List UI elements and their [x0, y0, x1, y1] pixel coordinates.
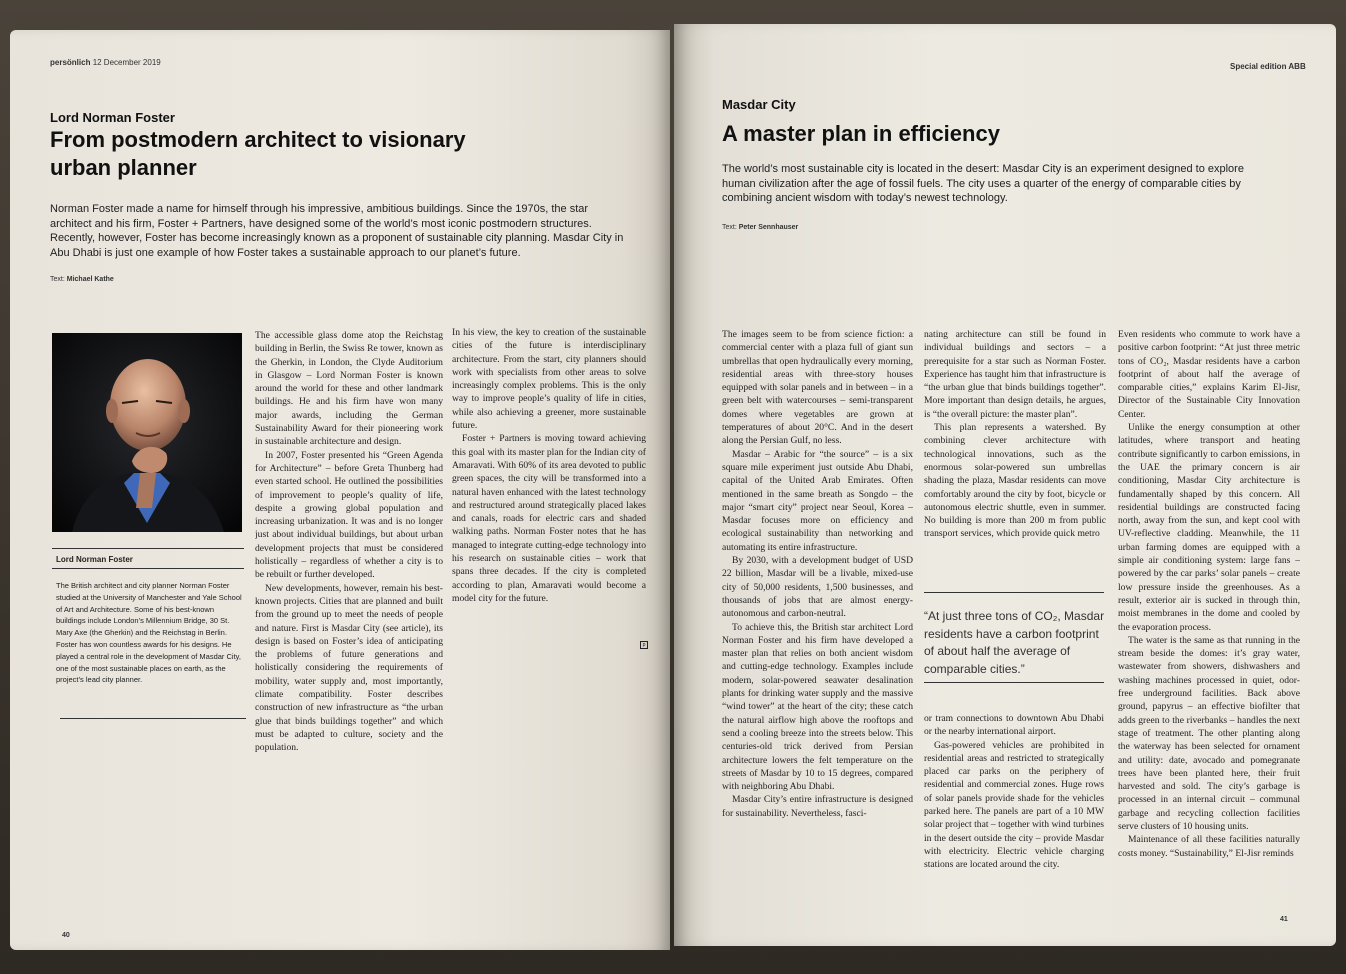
paragraph: New developments, however, remain his best-known projects. Cities that are planned and built from the ground up to meet the needs of people and nature. First is Masdar City (see article), its design is based on Foster’s idea of anticipating the problems of future generations and holistically considering the requirements of mobility, water supply and, most importantly, climate compatibility. Foster describes construction of new infrastructure as “the urban glue that binds buildings together” and which must be adapted to culture, society and the population. [255, 582, 443, 754]
running-head-right: Special edition ABB [1230, 62, 1306, 71]
paragraph: Masdar – Arabic for “the source” – is a six square mile experiment just outside Abu Dhabi, capital of the United Arab Emirates. Often mentioned in the same breath as Songdo – the major “smart city” project near Seoul, Korea – Masdar focuses more on efficiency and ecological sustainability than networking and automating its entire infrastructure. [722, 448, 913, 553]
paragraph: To achieve this, the British star architect Lord Norman Foster and his firm have developed a master plan that relies on both ancient wisdom and cutting-edge technology. Examples include modern, solar-powered seawater desalination plants for drinking water supply and the massive “wind tower” at the heart of the city; these catch the natural airflow high above the rooftops and send a cooling breeze into the streets below. This centuries-old trick derived from Persian architecture lowers the felt temperature on the streets of Masdar by 10 to 15 degrees, compared with neighboring Abu Dhabi. [722, 621, 913, 793]
caption-title: Lord Norman Foster [56, 555, 133, 564]
paragraph: Maintenance of all these facilities naturally costs money. “Sustainability,” El-Jisr reminds [1118, 834, 1300, 859]
paragraph: The accessible glass dome atop the Reichstag building in Berlin, the Swiss Re tower, known as the Gherkin, in London, the Clyde Auditorium in Glasgow – Lord Norman Foster is known around the world for these and other landmark buildings. He and his firm have won many major awards, including the German Sustainability Award for their pioneering work in sustainable architecture and design. [255, 330, 443, 448]
kicker-left: Lord Norman Foster [50, 110, 175, 125]
headline-right: A master plan in efficiency [722, 121, 1000, 146]
right-column-2-top [924, 328, 1106, 576]
caption-rule-mid [52, 568, 244, 569]
lead-right: The world’s most sustainable city is located in the desert: Masdar City is an experiment designed to explore human civilization after the age of fossil fuels. The city uses a quarter of the energy of comparable cities by combining ancient wisdom with today’s newest technology. [722, 163, 1244, 204]
caption-rule-bottom [60, 718, 246, 719]
kicker-right: Masdar City [722, 97, 796, 112]
paragraph: By 2030, with a development budget of USD 22 billion, Masdar will be a livable, mixed-use city of 50,000 residents, 1,500 businesses, and thousands of jobs that are almost energy-autonomous and carbon-neutral. [722, 555, 913, 620]
byline-author: Michael Kathe [66, 276, 114, 283]
photo-caption: The British architect and city planner Norman Foster studied at the University of Manchester and Yale School of Art and Architecture. Some of his best-known buildings include London’s Millennium Bridge, 30 St. Mary Axe (the Gherkin) and the Reichstag in Berlin. Foster has won countless awards for his designs. He played a central role in the development of Masdar City, one of the most sustainable places on earth, as the project’s lead city planner. [56, 581, 242, 685]
paragraph: Unlike the energy consumption at other latitudes, where transport and heating contribute significantly to carbon emissions, in the UAE the primary concern is air conditioning, Masdar City architecture is fundamentally shaped by this concern. All residential buildings are constructed facing north, away from the sun, and kept cool with UV-reflective cladding. Meanwhile, the 11 urban farming domes are equipped with a simple air conditioning system: large fans – powered by the car parks’ solar panels – create low pressure inside the greenhouses. As a result, exterior air is sucked in through thin, moist membranes in the dome and cooled by the evaporation process. [1118, 422, 1300, 633]
paragraph: Even residents who commute to work have a positive carbon footprint: “At just three metric tons of CO₂, Masdar residents have a carbon footprint of about half the average of comparable cities,” explains Karim El-Jisr, Director of the Sustainable City Innovation Center. [1118, 329, 1300, 420]
left-column-1 [255, 329, 443, 809]
byline-prefix: Text: [50, 276, 65, 283]
paragraph: Gas-powered vehicles are prohibited in residential areas and restricted to strategically placed car parks on the periphery of residential and commercial zones. Huge rows of solar panels provide shade for the vehicles parked here. The panels are part of a 10 MW solar project that – together with wind turbines in the desert outside the city – provide Masdar with electricity. Electric vehicle charging stations are located around the city. [924, 739, 1104, 871]
byline-left [50, 276, 114, 283]
magazine-name: persönlich [50, 58, 91, 67]
paragraph: This plan represents a watershed. By combining clever architecture with technological innovations, such as the enormous solar-powered sun umbrellas shading the plaza, Masdar residents can move comfortably around the city by foot, bicycle or autonomous electric shuttle, even in summer. No building is more than 200 m from public transport services, which provide quick metro [924, 422, 1106, 540]
paragraph: In 2007, Foster presented his “Green Agenda for Architecture” – before Greta Thunberg had even started school. He outlined the possibilities of improvement to people’s quality of life, despite a growing global population and increasing urbanization. It was and is no longer just about individual buildings, but about urban development projects that must be considered holistically – regardless of whether a city is to be rebuilt or further developed. [255, 449, 443, 581]
lead-left: Norman Foster made a name for himself through his impressive, ambitious buildings. Since the 1970s, the star architect and his firm, Foster + Partners, have designed some of the world’s most iconic postmodern structures. Recently, however, Foster has become increasingly known as a proponent of sustainable city planning. Masdar City in Abu Dhabi is just one example of how Foster takes a sustainable approach to our planet’s future. [50, 203, 624, 259]
pull-quote: “At just three tons of CO₂, Masdar residents have a carbon footprint of about half the average of comparable cities.” [924, 609, 1105, 676]
running-head-left [50, 58, 161, 67]
paragraph: In his view, the key to creation of the sustainable cities of the future is interdisciplinary architecture. From the start, city planners should work with specialists from other areas to solve increasingly complex problems. This is the only way to improve people’s quality of life in cities, while also achieving a greener, more sustainable future. [452, 327, 646, 432]
paragraph: The water is the same as that running in the stream beside the domes: it’s gray water, wastewater from showers, dishwashers and washing machines processed in quiet, odor-free underground facilities. Back above ground, papyrus – an effective biofilter that adds green to the riverbanks – handles the next stage of treatment. The other planting along the waterway has been selected for ornament and utility: date, avocado and pomegranate trees have been planted here, their fruit harvested and sold. The city’s garbage is processed in an internal circuit – communal garbage and recycling collection facilities serve clusters of 10 housing units. [1118, 634, 1300, 832]
right-column-1 [722, 328, 913, 918]
norman-foster-portrait [52, 333, 242, 532]
byline-prefix: Text: [722, 224, 737, 231]
right-column-3 [1118, 328, 1300, 896]
paragraph: or tram connections to downtown Abu Dhabi or the nearby international airport. [924, 713, 1104, 738]
caption-rule-top [52, 548, 244, 549]
headline-left: From postmodern architect to visionary urban planner [50, 127, 466, 180]
paragraph: The images seem to be from science fiction: a commercial center with a plaza full of giant sun umbrellas that open hydraulically every morning, residential areas with three-story houses equipped with solar panels and in between – in a green belt with watercourses – semi-transparent domes where vegetables are grown at temperatures of about 20°C. And in the desert along the Persian Gulf, no less. [722, 329, 913, 447]
paragraph: Foster + Partners is moving toward achieving this goal with its master plan for the Indian city of Amaravati. With 60% of its area devoted to public green spaces, the city will be transformed into a natural haven enhanced with the latest technology and restructured around strategically placed lakes and canals, roads for electric cars and shaded walking paths. Norman Foster notes that he has managed to integrate cutting-edge technology into his research on sustainable cities – work that spans three decades. If the city is completed according to plan, Amaravati would become a model city for the future. [452, 433, 646, 604]
left-column-2 [452, 326, 646, 652]
paragraph: Masdar City’s entire infrastructure is designed for sustainability. Nevertheless, fasci- [722, 794, 913, 819]
right-column-2-bottom [924, 712, 1104, 908]
page-number-left: 40 [62, 932, 70, 939]
paragraph: nating architecture can still be found in individual buildings and sectors – a prerequisite for a star such as Norman Foster. Experience has taught him that infrastructure is “the urban glue that binds buildings together”. More important than design details, he argues, is “the overall picture: the master plan”. [924, 329, 1106, 420]
byline-author: Peter Sennhauser [738, 224, 799, 231]
left-page [10, 30, 670, 950]
right-page [674, 24, 1336, 946]
pull-quote-rule-top [924, 592, 1104, 593]
page-number-right: 41 [1280, 916, 1288, 923]
pull-quote-rule-bottom [924, 682, 1104, 683]
end-mark: p [636, 636, 648, 654]
issue-date: 12 December 2019 [92, 58, 161, 67]
byline-right [722, 224, 798, 231]
portrait-photo [52, 333, 242, 532]
